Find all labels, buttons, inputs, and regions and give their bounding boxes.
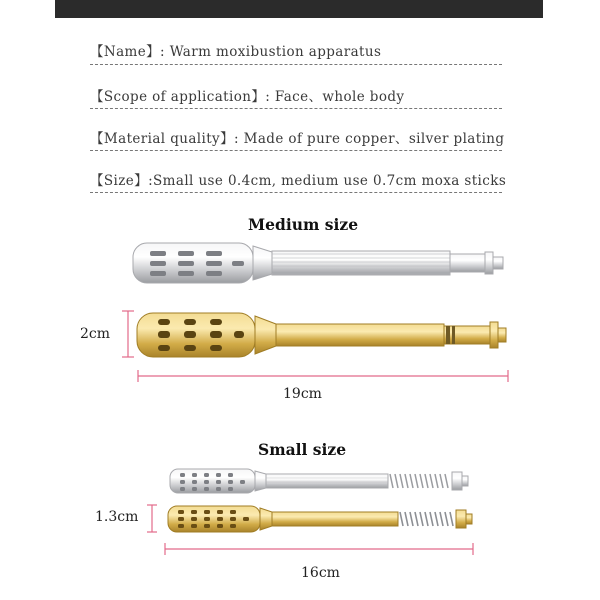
medium-height-label: 2cm xyxy=(80,326,111,342)
medium-silver-moxibustion-stick xyxy=(133,243,503,283)
spec-material: 【Material quality】: Made of pure copper、silver plating xyxy=(90,131,505,147)
spec-scope: 【Scope of application】: Face、whole body xyxy=(90,89,405,105)
medium-gold-moxibustion-stick xyxy=(137,313,506,357)
spec-size: 【Size】:Small use 0.4cm, medium use 0.7cm moxa sticks xyxy=(90,173,507,189)
small-length-label: 16cm xyxy=(301,565,340,581)
small-height-label: 1.3cm xyxy=(95,509,139,525)
small-silver-moxibustion-stick xyxy=(170,469,468,493)
spec-name: 【Name】: Warm moxibustion apparatus xyxy=(90,44,382,60)
small-size-heading: Small size xyxy=(258,440,347,459)
medium-length-label: 19cm xyxy=(283,386,322,402)
medium-size-heading: Medium size xyxy=(248,215,359,234)
small-gold-moxibustion-stick xyxy=(168,506,472,532)
